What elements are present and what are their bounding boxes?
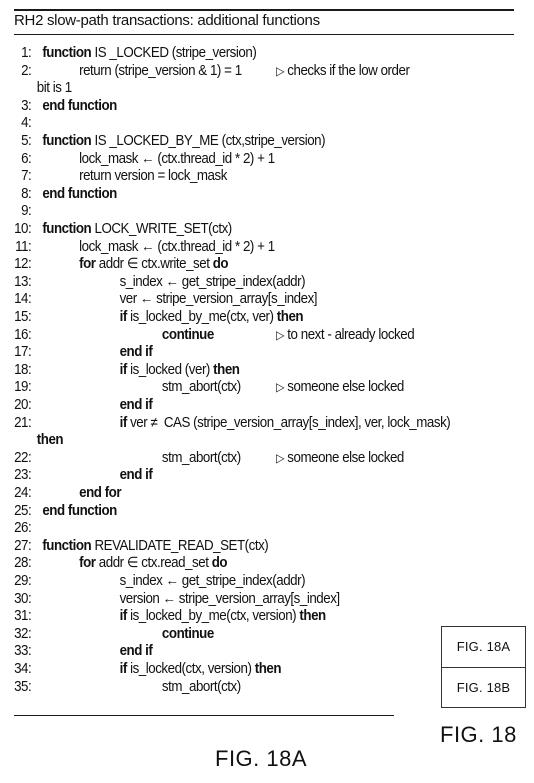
code-fragment: is_locked (ver) xyxy=(126,361,214,378)
code-text xyxy=(37,431,63,449)
code-line xyxy=(0,97,491,115)
line-number: 7: xyxy=(21,168,32,185)
keyword: for xyxy=(79,555,96,572)
code-line xyxy=(0,220,491,238)
bottom-rule xyxy=(14,715,394,716)
code-fragment: REVALIDATE_READ_SET(ctx) xyxy=(91,537,269,554)
figure-18b-cell: FIG. 18B xyxy=(442,667,525,707)
keyword: function xyxy=(42,537,92,554)
keyword: do xyxy=(212,256,229,273)
code-text xyxy=(120,660,281,678)
code-text xyxy=(79,167,227,185)
code-line xyxy=(0,590,491,608)
comment-text: to next - already locked xyxy=(287,326,415,343)
code-line xyxy=(0,79,491,97)
comment-text: checks if the low order xyxy=(287,62,410,79)
code-line xyxy=(0,396,491,414)
code-line xyxy=(0,519,491,537)
comment-text: someone else locked xyxy=(287,379,404,396)
keyword: if xyxy=(119,414,127,431)
code-line xyxy=(0,537,491,555)
code-fragment: stm_abort(ctx) xyxy=(161,449,241,466)
code-line xyxy=(0,572,491,590)
title-rule xyxy=(14,34,514,35)
code-text xyxy=(79,238,275,256)
code-text xyxy=(120,590,340,608)
line-number: 3: xyxy=(21,97,32,114)
line-number: 21: xyxy=(14,414,32,431)
code-fragment: is_locked_by_me(ctx, version) xyxy=(126,608,300,625)
code-line xyxy=(0,431,491,449)
comment-triangle-icon: ▷ xyxy=(276,63,285,78)
code-text xyxy=(79,150,275,168)
code-fragment: stm_abort(ctx) xyxy=(161,678,241,695)
code-text xyxy=(162,678,241,696)
code-line xyxy=(0,150,491,168)
code-line xyxy=(0,114,491,132)
code-line xyxy=(0,449,491,467)
code-line xyxy=(0,660,491,678)
keyword: if xyxy=(119,661,127,677)
code-text xyxy=(120,396,153,414)
line-number: 14: xyxy=(14,291,32,308)
comment-triangle-icon: ▷ xyxy=(276,450,285,465)
line-number: 1: xyxy=(21,45,32,61)
keyword: if xyxy=(119,309,127,325)
code-text xyxy=(162,378,241,396)
code-fragment: s_index ← get_stripe_index(addr) xyxy=(119,273,306,290)
code-text xyxy=(120,308,303,326)
line-number: 18: xyxy=(14,361,32,378)
keyword: then xyxy=(213,361,240,378)
code-line xyxy=(0,554,491,572)
keyword: continue xyxy=(161,326,214,343)
keyword: then xyxy=(254,661,282,677)
code-line xyxy=(0,343,491,361)
keyword: function xyxy=(42,45,92,61)
code-fragment: lock_mask ← (ctx.thread_id * 2) + 1 xyxy=(79,150,275,167)
keyword: end if xyxy=(119,467,153,484)
keyword: function xyxy=(42,221,92,237)
keyword: then xyxy=(276,309,304,325)
keyword: end if xyxy=(119,643,153,660)
figure-caption: FIG. 18A xyxy=(215,746,308,771)
code-line xyxy=(0,185,491,203)
code-text xyxy=(42,220,231,238)
code-line xyxy=(0,642,491,660)
code-line xyxy=(0,678,491,696)
keyword: for xyxy=(79,256,96,273)
code-line xyxy=(0,378,491,396)
code-line xyxy=(0,238,491,256)
line-number: 9: xyxy=(21,203,32,220)
code-fragment: addr ∈ ctx.read_set xyxy=(95,555,212,572)
code-fragment: ver ≠ CAS (stripe_version_array[s_index], ver, lock_mask) xyxy=(126,414,451,431)
code-line xyxy=(0,466,491,484)
code-line xyxy=(0,361,491,379)
code-line xyxy=(0,132,491,150)
code-text xyxy=(120,607,326,625)
line-number: 8: xyxy=(21,185,32,202)
keyword: continue xyxy=(161,625,214,642)
top-rule xyxy=(14,9,514,11)
code-fragment: lock_mask ← (ctx.thread_id * 2) + 1 xyxy=(79,238,275,255)
line-number: 32: xyxy=(14,625,32,642)
code-text xyxy=(120,414,451,432)
line-number: 5: xyxy=(21,133,32,149)
comment-triangle-icon: ▷ xyxy=(276,380,285,395)
code-line xyxy=(0,308,491,326)
code-text xyxy=(42,132,325,150)
keyword: if xyxy=(119,361,127,378)
code-text xyxy=(120,290,317,308)
line-number: 13: xyxy=(14,273,32,290)
code-fragment: return version = lock_mask xyxy=(79,168,227,185)
code-comment xyxy=(276,62,409,80)
keyword: do xyxy=(211,555,228,572)
code-fragment: version ← stripe_version_array[s_index] xyxy=(119,590,340,607)
code-fragment: LOCK_WRITE_SET(ctx) xyxy=(91,221,232,237)
line-number: 6: xyxy=(21,150,32,167)
code-fragment: stm_abort(ctx) xyxy=(161,379,241,396)
line-number: 23: xyxy=(14,467,32,484)
line-number: 22: xyxy=(14,449,32,466)
code-line xyxy=(0,62,491,80)
code-line xyxy=(0,202,491,220)
code-fragment: s_index ← get_stripe_index(addr) xyxy=(119,573,306,589)
line-number: 31: xyxy=(14,608,32,625)
code-line xyxy=(0,273,491,291)
line-number: 33: xyxy=(14,643,32,660)
keyword: end if xyxy=(119,344,153,361)
line-number: 30: xyxy=(14,590,32,607)
keyword: function xyxy=(42,133,92,149)
keyword: end function xyxy=(42,185,117,202)
code-line xyxy=(0,625,491,643)
code-line xyxy=(0,414,491,432)
code-text xyxy=(37,79,72,97)
code-comment xyxy=(276,378,404,396)
keyword: then xyxy=(299,608,326,625)
code-text xyxy=(79,62,242,80)
keyword: then xyxy=(36,432,64,449)
line-number: 26: xyxy=(14,520,32,537)
code-text xyxy=(42,97,117,115)
code-fragment: return (stripe_version & 1) = 1 xyxy=(79,62,242,79)
code-line xyxy=(0,255,491,273)
code-text xyxy=(120,273,305,291)
line-number: 11: xyxy=(15,238,32,255)
keyword: if xyxy=(119,608,127,625)
code-text xyxy=(79,554,227,572)
code-comment xyxy=(276,449,404,467)
code-text xyxy=(42,44,256,62)
line-number: 12: xyxy=(14,256,32,273)
figure-18a-cell: FIG. 18A xyxy=(456,639,511,654)
code-text xyxy=(162,326,214,344)
algorithm-title: RH2 slow-path transactions: additional functions xyxy=(14,12,320,29)
keyword: end if xyxy=(119,397,153,413)
line-number: 35: xyxy=(14,678,32,695)
comment-triangle-icon: ▷ xyxy=(276,327,285,342)
code-fragment: is_locked(ctx, version) xyxy=(126,661,255,677)
code-text xyxy=(120,642,153,660)
code-fragment: addr ∈ ctx.write_set xyxy=(95,256,213,273)
code-text xyxy=(120,572,305,590)
line-number: 25: xyxy=(14,502,32,519)
code-fragment: IS _LOCKED_BY_ME (ctx,stripe_version) xyxy=(91,133,326,149)
code-text xyxy=(42,537,268,555)
line-number: 17: xyxy=(14,344,32,361)
line-number: 2: xyxy=(21,62,32,79)
line-number: 15: xyxy=(14,309,32,325)
line-number: 24: xyxy=(14,485,32,501)
keyword: end function xyxy=(42,502,117,519)
code-text xyxy=(42,185,117,203)
code-line xyxy=(0,607,491,625)
code-text xyxy=(79,484,121,502)
keyword: end for xyxy=(79,485,122,501)
line-number: 27: xyxy=(14,537,32,554)
figure-index-label: FIG. 18 xyxy=(440,722,517,747)
code-text xyxy=(79,255,228,273)
code-text xyxy=(120,466,153,484)
code-text xyxy=(42,502,117,520)
comment-text: someone else locked xyxy=(287,449,404,466)
code-comment xyxy=(276,326,414,344)
code-fragment: ver ← stripe_version_array[s_index] xyxy=(119,291,318,308)
code-fragment: bit is 1 xyxy=(36,80,72,97)
code-line xyxy=(0,44,491,62)
code-line xyxy=(0,167,491,185)
line-number: 20: xyxy=(14,397,32,413)
code-line xyxy=(0,326,491,344)
code-text xyxy=(162,625,214,643)
line-number: 29: xyxy=(14,573,32,589)
code-text xyxy=(162,449,241,467)
code-text xyxy=(120,361,240,379)
code-line xyxy=(0,290,491,308)
line-number: 4: xyxy=(21,115,32,132)
code-line xyxy=(0,502,491,520)
line-number: 10: xyxy=(14,221,32,237)
line-number: 19: xyxy=(14,379,32,396)
code-fragment: is_locked_by_me(ctx, ver) xyxy=(126,309,277,325)
line-number: 34: xyxy=(14,661,32,677)
keyword: end function xyxy=(42,97,117,114)
line-number: 28: xyxy=(14,555,32,572)
code-text xyxy=(120,343,153,361)
code-fragment: IS _LOCKED (stripe_version) xyxy=(91,45,257,61)
line-number: 16: xyxy=(14,326,32,343)
figure-index-box xyxy=(441,626,526,708)
code-line xyxy=(0,484,491,502)
